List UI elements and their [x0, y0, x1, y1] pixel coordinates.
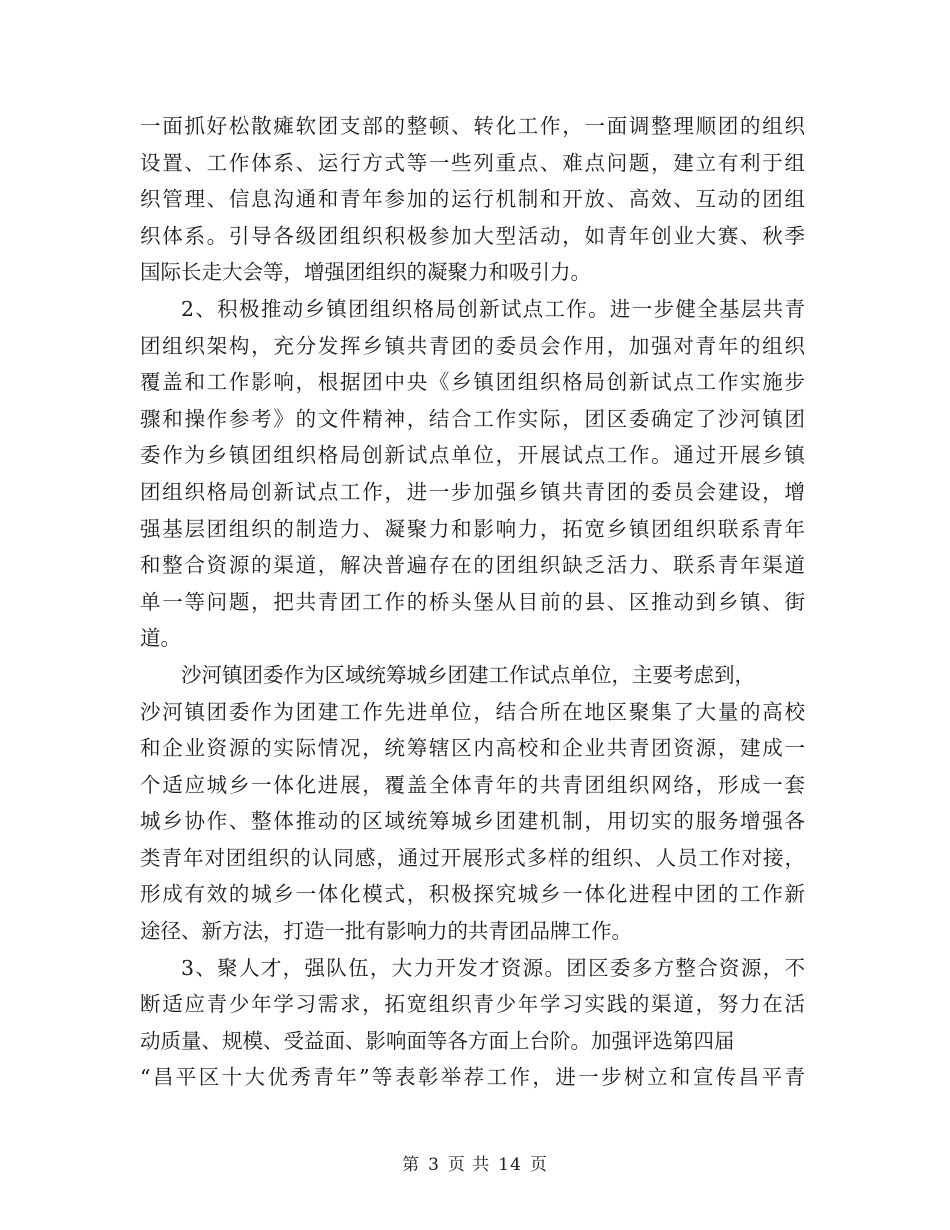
text-line: 团组织格局创新试点工作，进一步加强乡镇共青团的委员会建设，增: [140, 479, 805, 504]
paragraph-2: [140, 291, 805, 657]
total-pages: 14: [498, 1155, 522, 1175]
paragraph-1: [140, 108, 805, 291]
text-line: 断适应青少年学习需求，拓宽组织青少年学习实践的渠道，努力在活: [140, 992, 805, 1017]
text-line: 骤和操作参考》的文件精神，结合工作实际，团区委确定了沙河镇团: [140, 406, 805, 431]
text-line: 形成有效的城乡一体化模式，积极探究城乡一体化进程中团的工作新: [140, 882, 805, 907]
paragraph-4: [140, 950, 805, 1096]
text-line: 团组织架构，充分发挥乡镇共青团的委员会作用，加强对青年的组织: [140, 333, 805, 358]
text-line: 动质量、规模、受益面、影响面等各方面上台阶。加强评选第四届: [140, 1028, 735, 1053]
page-number: 3: [428, 1155, 440, 1175]
text-line: 设置、工作体系、运行方式等一些列重点、难点问题，建立有利于组: [140, 150, 805, 175]
text-line: 道。: [140, 626, 181, 651]
page-prefix: 第: [402, 1155, 421, 1175]
text-line: 单一等问题，把共青团工作的桥头堡从目前的县、区推动到乡镇、街: [140, 589, 805, 614]
text-line: 织体系。引导各级团组织积极参加大型活动，如青年创业大赛、秋季: [140, 223, 805, 248]
text-line: 强基层团组织的制造力、凝聚力和影响力，拓宽乡镇团组织联系青年: [140, 516, 805, 541]
text-line: 国际长走大会等，增强团组织的凝聚力和吸引力。: [140, 260, 591, 285]
text-line: 3、聚人才，强队伍，大力开发才资源。团区委多方整合资源，不: [181, 955, 805, 980]
text-line: “昌平区十大优秀青年”等表彰举荐工作，进一步树立和宣传昌平青: [140, 1065, 805, 1090]
page-suffix: 页: [529, 1155, 548, 1175]
text-line: 和整合资源的渠道，解决普遍存在的团组织缺乏活力、联系青年渠道: [140, 553, 805, 578]
text-line: 个适应城乡一体化进展，覆盖全体青年的共青团组织网络，形成一套: [140, 772, 805, 797]
text-line: 委作为乡镇团组织格局创新试点单位，开展试点工作。通过开展乡镇: [140, 443, 805, 468]
document-body: [140, 108, 805, 1096]
paragraph-3: [140, 657, 805, 950]
text-line: 途径、新方法，打造一批有影响力的共青团品牌工作。: [140, 919, 632, 944]
text-line: 沙河镇团委作为团建工作先进单位，结合所在地区聚集了大量的高校: [140, 699, 805, 724]
text-line: 类青年对团组织的认同感，通过开展形式多样的组织、人员工作对接，: [140, 845, 805, 870]
page-footer: [0, 1150, 950, 1175]
text-line: 一面抓好松散瘫软团支部的整顿、转化工作，一面调整理顺团的组织: [140, 114, 805, 138]
text-line: 2、积极推动乡镇团组织格局创新试点工作。进一步健全基层共青: [181, 296, 805, 321]
page-mid: 页 共: [447, 1155, 491, 1175]
text-line: 和企业资源的实际情况，统筹辖区内高校和企业共青团资源，建成一: [140, 736, 805, 761]
text-line: 织管理、信息沟通和青年参加的运行机制和开放、高效、互动的团组: [140, 187, 805, 212]
text-line: 沙河镇团委作为区域统筹城乡团建工作试点单位，主要考虑到，: [181, 662, 755, 687]
text-line: 城乡协作、整体推动的区域统筹城乡团建机制，用切实的服务增强各: [140, 809, 805, 834]
text-line: 覆盖和工作影响，根据团中央《乡镇团组织格局创新试点工作实施步: [140, 370, 805, 395]
